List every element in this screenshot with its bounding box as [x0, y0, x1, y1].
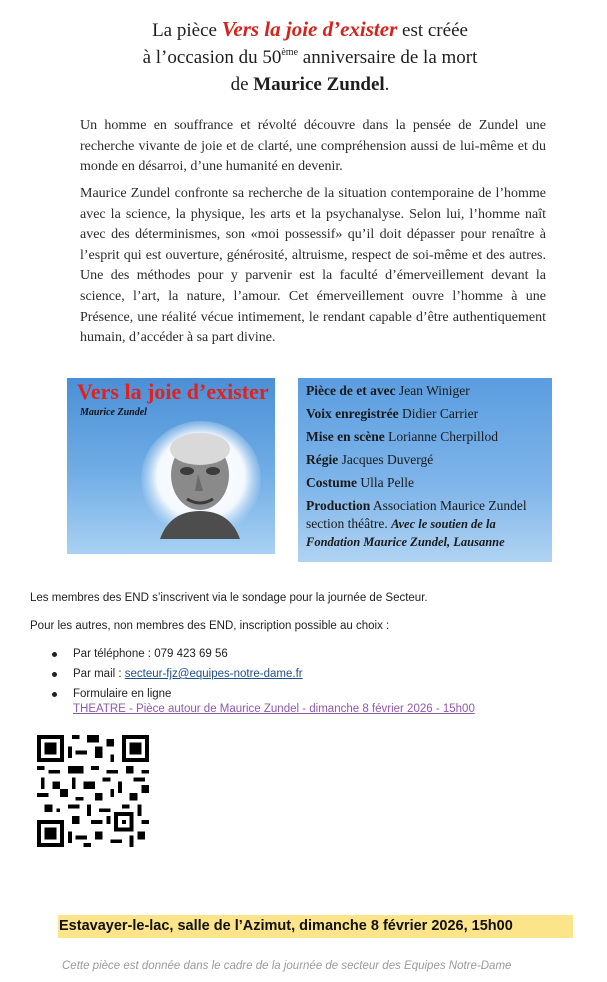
bullet-icon	[52, 652, 57, 657]
qr-code-icon	[37, 733, 149, 849]
portrait-image	[140, 419, 262, 539]
headline-line-1	[90, 16, 530, 44]
synopsis-paragraph-2: Maurice Zundel confronte sa recherche de la situation contemporaine de l’homme avec la science, la physique, les arts et la psychanalyse. Selon lui, l’homme naît avec des déterminismes, son «moi possessif» qu’il doit dépasser pour renaître à l’esprit qui est ouverture, générosité, altruisme, respect de soi-même et des autres. Une des méthodes pour y parvenir est la faculté d’émerveillement devant la science, l’art, la nature, l’amour. Cet émerveillement ouvre l’homme à une Présence, une réalité vécue intimement, le rendant capable d’être authentiquement humain, d’accéder à sa part divine.	[80, 186, 546, 346]
synopsis-paragraph-1: Un homme en souffrance et révolté découvre dans la pensée de Zundel une recherche vivante de joie et de clarté, une compréhension aussi de lui-même et du monde en désarroi, d’une humanité en devenir.	[80, 118, 546, 175]
phone-number: 079 423 69 56	[154, 648, 228, 660]
headline-text: de	[230, 74, 254, 95]
credit-role: Régie	[306, 452, 339, 467]
mail-label: Par mail :	[73, 668, 125, 680]
headline-text: anniversaire de la mort	[298, 47, 478, 68]
credit-name: Jacques Duvergé	[341, 452, 434, 467]
play-title: Vers la joie d’exister	[221, 17, 398, 41]
bullet-icon	[52, 672, 57, 677]
credit-name: Lorianne Cherpillod	[388, 429, 498, 444]
event-location-date: Estavayer-le-lac, salle de l’Azimut, dimanche 8 février 2026, 15h00	[58, 915, 573, 938]
credit-name: Ulla Pelle	[360, 475, 414, 490]
credit-role: Voix enregistrée	[306, 406, 399, 421]
headline-text: est créée	[397, 20, 468, 41]
credit-stage-management	[306, 451, 544, 469]
credit-voice	[306, 405, 544, 423]
credit-role: Mise en scène	[306, 429, 385, 444]
credit-name: Didier Carrier	[401, 406, 479, 421]
play-poster	[67, 378, 275, 554]
footer-note: Cette pièce est donnée dans le cadre de la journée de secteur des Equipes Notre-Dame	[62, 960, 512, 972]
members-note: Les membres des END s’inscrivent via le sondage pour la journée de Secteur.	[30, 592, 428, 604]
credit-thanks: Avec le soutien de la Fondation Maurice Zundel, Lausanne	[306, 517, 505, 549]
credit-name: Association Maurice Zundel section théâtre.	[306, 498, 527, 531]
ordinal-suffix: ème	[281, 47, 299, 58]
event-headline	[90, 16, 530, 98]
form-link[interactable]: THEATRE - Pièce autour de Maurice Zundel - dimanche 8 février 2026 - 15h00	[73, 703, 475, 715]
credit-author	[306, 382, 544, 400]
headline-text: à l’occasion du 50	[142, 47, 282, 68]
headline-line-3	[90, 71, 530, 98]
others-note: Pour les autres, non membres des END, inscription possible au choix :	[30, 620, 390, 632]
credit-role: Pièce de et avec	[306, 383, 396, 398]
list-item-mail	[52, 666, 303, 686]
email-link[interactable]: secteur-fjz@equipes-notre-dame.fr	[124, 668, 303, 680]
form-label: Formulaire en ligne	[73, 688, 172, 700]
credit-role: Production	[306, 498, 371, 513]
author-name: Maurice Zundel	[253, 74, 385, 95]
headline-text: .	[384, 74, 390, 95]
credit-role: Costume	[306, 475, 357, 490]
credit-direction	[306, 428, 544, 446]
credit-production	[306, 497, 544, 551]
poster-title: Vers la joie d’exister	[77, 379, 269, 404]
bullet-icon	[52, 692, 57, 697]
registration-options	[52, 646, 303, 706]
headline-text: La pièce	[152, 20, 222, 41]
credits-panel	[298, 378, 552, 562]
poster-author: Maurice Zundel	[80, 407, 147, 418]
credit-name: Jean Winiger	[398, 383, 470, 398]
list-item-phone	[52, 646, 303, 666]
credit-costume	[306, 474, 544, 492]
phone-label: Par téléphone :	[73, 648, 155, 660]
headline-line-2	[90, 44, 530, 71]
